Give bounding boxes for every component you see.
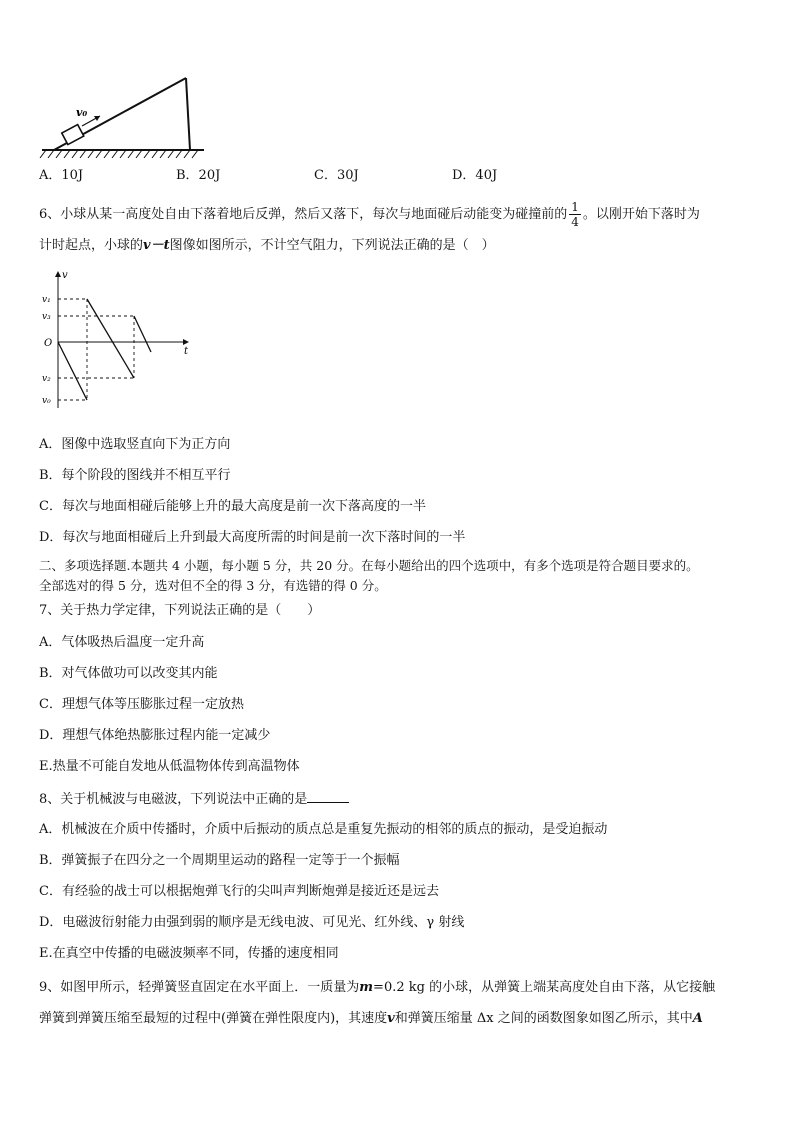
origin-label: O (44, 338, 53, 349)
q7-option-d: D．理想气体绝热膨胀过程内能一定减少 (39, 728, 271, 743)
q7-stem: 7、关于热力学定律，下列说法正确的是（ ） (39, 603, 321, 618)
incline-figure (36, 72, 206, 160)
q9-line1: 9、如图甲所示，轻弹簧竖直固定在水平面上．一质量为m=0.2 kg 的小球，从弹簧上端某高度处自由下落，从它接触 (39, 980, 716, 995)
q7-option-e: E.热量不可能自发地从低温物体传到高温物体 (39, 759, 300, 774)
q8-option-d: D．电磁波衍射能力由强到弱的顺序是无线电波、可见光、红外线、γ 射线 (39, 915, 465, 930)
axis-v-label: v (62, 270, 68, 281)
q6-stem-line2: 计时起点，小球的v－t图像如图所示，不计空气阻力，下列说法正确的是（ ） (39, 238, 495, 253)
q6-stem-line1: 6、小球从某一高度处自由下落着地后反弹，然后又落下，每次与地面碰后动能变为碰撞前的 $\frac{1}{4}$ 。以刚开始下落时为 (39, 200, 700, 229)
q7-option-c: C．理想气体等压膨胀过程一定放热 (39, 697, 244, 712)
v0-label: v₀ (76, 106, 88, 119)
vt-segment-3 (134, 316, 151, 352)
vt-segment-1 (58, 342, 87, 400)
q5-option-d: D．40J (452, 168, 498, 183)
tick-v0: v₀ (42, 396, 51, 406)
q8-option-b: B．弹簧振子在四分之一个周期里运动的路程一定等于一个振幅 (39, 853, 400, 868)
section2-line1: 二、多项选择题.本题共 4 小题，每小题 5 分，共 20 分。在每小题给出的四个选项中，有多个选项是符合题目要求的。 (39, 558, 699, 573)
q6-option-a: A．图像中选取竖直向下为正方向 (39, 437, 231, 452)
q8-stem: 8、关于机械波与电磁波，下列说法中正确的是 (39, 790, 349, 809)
vt-graph (38, 266, 198, 416)
tick-v1: v₁ (42, 295, 51, 305)
fraction-one-quarter: $\frac{1}{4}$ (571, 200, 579, 229)
q8-option-c: C．有经验的战士可以根据炮弹飞行的尖叫声判断炮弹是接近还是远去 (39, 884, 439, 899)
q8-option-a: A．机械波在介质中传播时，介质中后振动的质点总是重复先振动的相邻的质点的振动，是受迫振动 (39, 822, 608, 837)
section2-line2: 全部选对的得 5 分，选对但不全的得 3 分，有选错的得 0 分。 (39, 578, 387, 593)
answer-blank[interactable] (307, 790, 349, 803)
q5-option-b: B．20J (176, 168, 221, 183)
q5-option-c: C．30J (314, 168, 359, 183)
q6-option-b: B．每个阶段的图线并不相互平行 (39, 468, 231, 483)
q8-option-e: E.在真空中传播的电磁波频率不同，传播的速度相同 (39, 946, 339, 961)
q7-option-a: A．气体吸热后温度一定升高 (39, 635, 205, 650)
vt-segment-2 (87, 299, 134, 378)
q9-line2: 弹簧到弹簧压缩至最短的过程中(弹簧在弹性限度内)，其速度v和弹簧压缩量 Δx 之间的函数图象如图乙所示，其中A (39, 1011, 703, 1026)
tick-v2: v₂ (42, 374, 51, 384)
tick-v3: v₃ (42, 312, 51, 322)
q5-option-a: A．10J (39, 168, 84, 183)
q6-option-c: C．每次与地面相碰后能够上升的最大高度是前一次下落高度的一半 (39, 499, 426, 514)
axis-t-label: t (184, 346, 189, 357)
block-icon (62, 125, 84, 145)
q6-option-d: D．每次与地面相碰后上升到最大高度所需的时间是前一次下落时间的一半 (39, 530, 466, 545)
q7-option-b: B．对气体做功可以改变其内能 (39, 666, 218, 681)
